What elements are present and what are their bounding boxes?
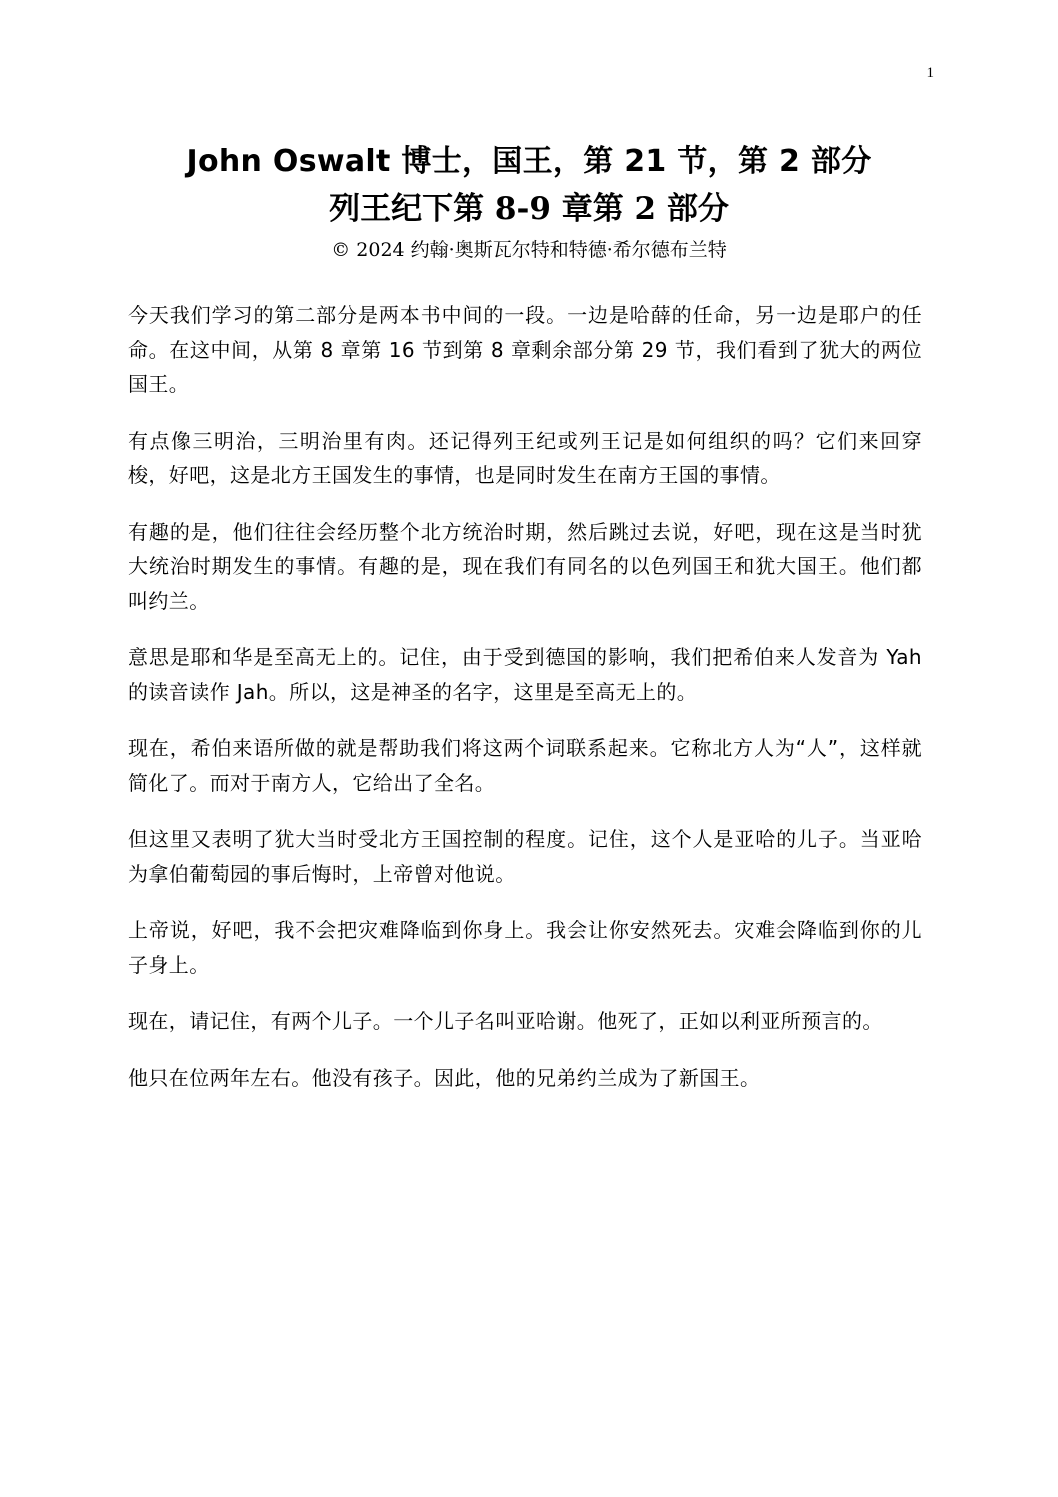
document-title: John Oswalt 博士，国王，第 21 节，第 2 部分 bbox=[186, 144, 872, 179]
document-subtitle: 列王纪下第 8-9 章第 2 部分 bbox=[329, 191, 729, 227]
paragraph: 有点像三明治，三明治里有肉。还记得列王纪或列王记是如何组织的吗？它们来回穿梭，好吧，这是北方王国发生的事情，也是同时发生在南方王国的事情。 bbox=[128, 428, 922, 487]
paragraph: 有趣的是，他们往往会经历整个北方统治时期，然后跳过去说，好吧，现在这是当时犹大统治时期发生的事情。有趣的是，现在我们有同名的以色列国王和犹大国王。他们都叫约兰。 bbox=[128, 519, 922, 613]
title-block bbox=[100, 140, 958, 264]
paragraph: 今天我们学习的第二部分是两本书中间的一段。一边是哈薛的任命，另一边是耶户的任命。在这中间，从第 8 章第 16 节到第 8 章剩余部分第 29 节，我们看到了犹大的两位国王。 bbox=[128, 303, 922, 396]
paragraph: 上帝说，好吧，我不会把灾难降临到你身上。我会让你安然死去。灾难会降临到你的儿子身上。 bbox=[128, 918, 922, 977]
paragraph: 现在，希伯来语所做的就是帮助我们将这两个词联系起来。它称北方人为“人”，这样就简化了。而对于南方人，它给出了全名。 bbox=[128, 736, 922, 795]
paragraph: 他只在位两年左右。他没有孩子。因此，他的兄弟约兰成为了新国王。 bbox=[128, 1065, 761, 1090]
body-text bbox=[128, 298, 922, 1117]
paragraph: 但这里又表明了犹大当时受北方王国控制的程度。记住，这个人是亚哈的儿子。当亚哈为拿伯葡萄园的事后悔时，上帝曾对他说。 bbox=[128, 827, 922, 886]
page-number: 1 bbox=[926, 65, 934, 81]
paragraph: 现在，请记住，有两个儿子。一个儿子名叫亚哈谢。他死了，正如以利亚所预言的。 bbox=[128, 1009, 883, 1033]
copyright-line: © 2024 约翰·奥斯瓦尔特和特德·希尔德布兰特 bbox=[331, 239, 727, 261]
paragraph: 意思是耶和华是至高无上的。记住，由于受到德国的影响，我们把希伯来人发音为 Yah 的读音读作 Jah。所以，这是神圣的名字，这里是至高无上的。 bbox=[128, 645, 922, 704]
